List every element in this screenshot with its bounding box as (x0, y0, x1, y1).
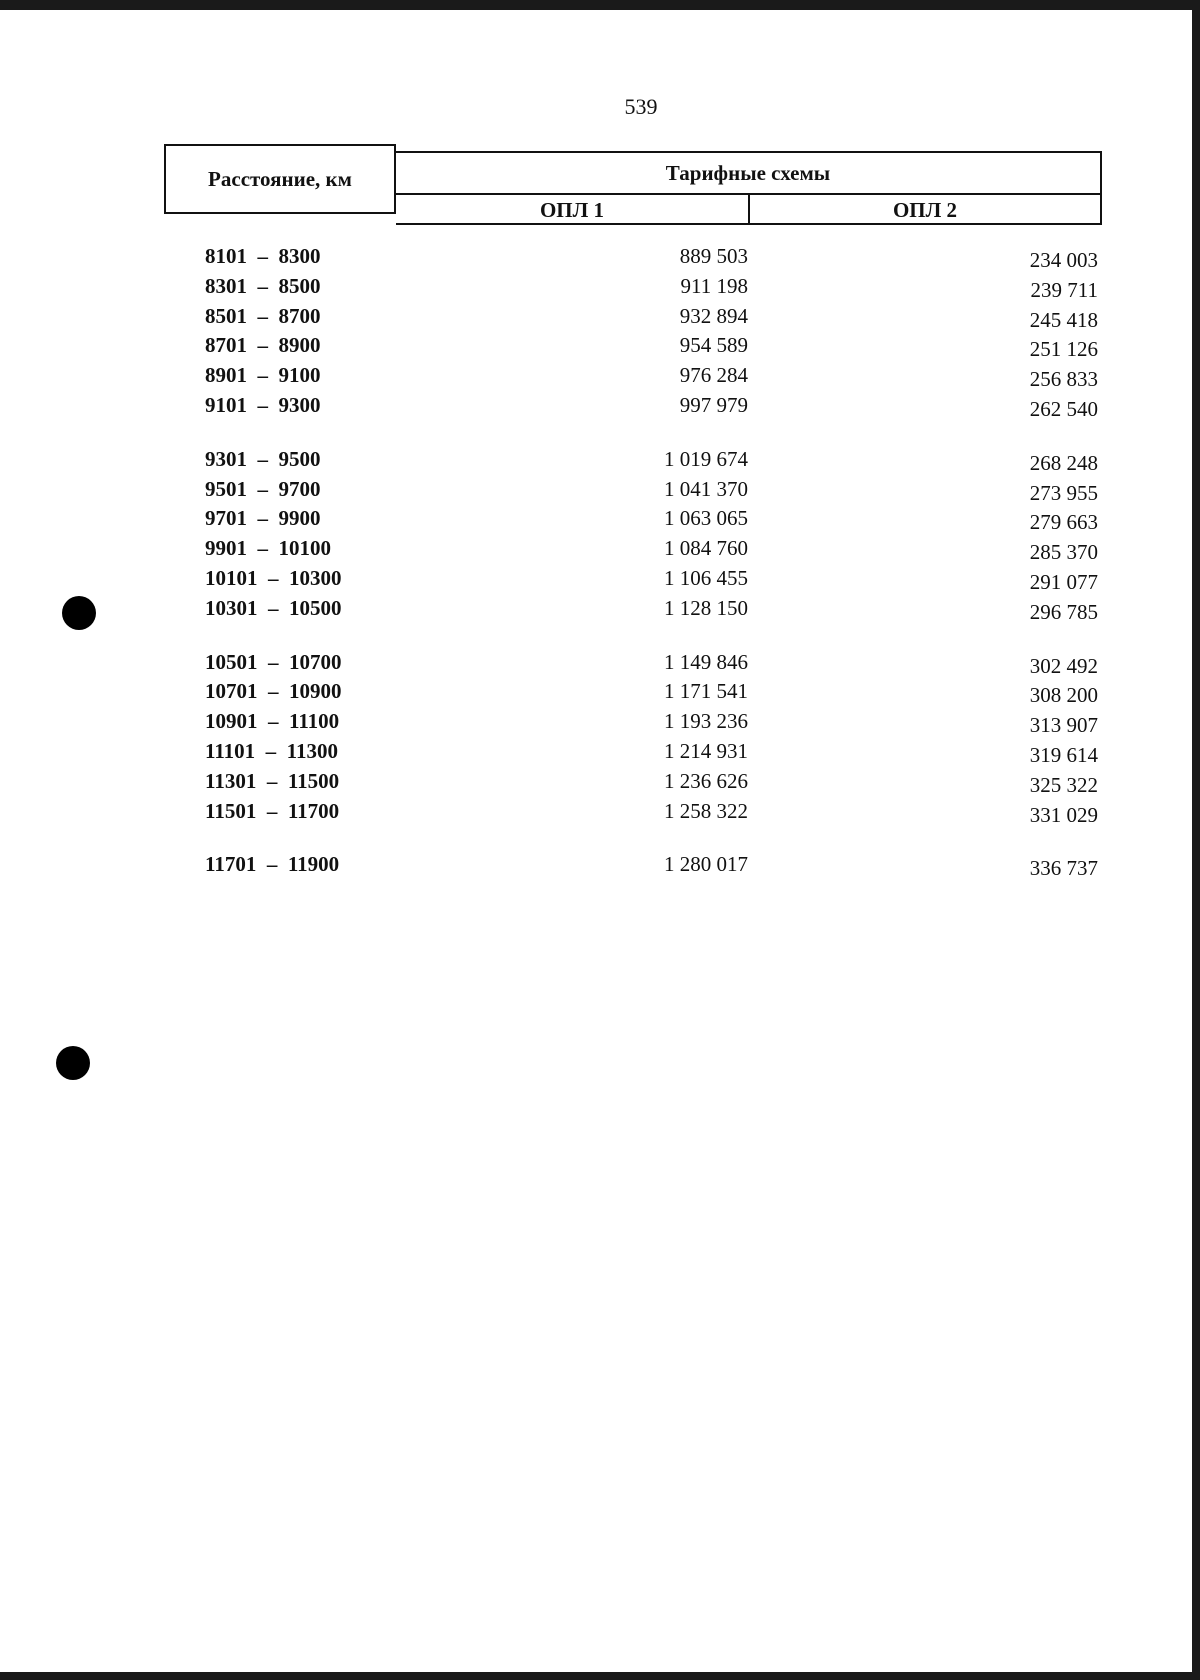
distance-cell: 10101 – 10300 (205, 565, 342, 590)
opl1-cell: 1 171 541 (664, 679, 748, 704)
opl2-cell: 256 833 (1029, 367, 1098, 392)
opl1-cell: 1 128 150 (664, 595, 748, 620)
table-row (0, 739, 1192, 769)
opl2-cell: 313 907 (1029, 713, 1098, 738)
distance-cell: 9301 – 9500 (205, 446, 321, 471)
distance-cell: 8301 – 8500 (205, 273, 321, 298)
opl1-cell: 976 284 (679, 363, 748, 388)
tariff-table-body (0, 244, 1192, 906)
opl1-cell: 1 063 065 (664, 506, 748, 531)
opl2-cell: 245 418 (1029, 307, 1098, 332)
table-row (0, 274, 1192, 304)
opl1-cell: 1 214 931 (664, 738, 748, 763)
opl1-cell: 954 589 (679, 333, 748, 358)
opl2-cell: 308 200 (1029, 683, 1098, 708)
opl2-cell: 268 248 (1029, 450, 1098, 475)
header-tariff-schemes: Тарифные схемы (396, 153, 1100, 195)
table-row (0, 650, 1192, 680)
opl1-cell: 1 041 370 (664, 476, 748, 501)
distance-cell: 8501 – 8700 (205, 303, 321, 328)
table-row (0, 566, 1192, 596)
table-row (0, 709, 1192, 739)
header-opl1: ОПЛ 1 (396, 195, 750, 225)
opl2-cell: 285 370 (1029, 540, 1098, 565)
distance-cell: 10901 – 11100 (205, 709, 340, 734)
opl1-cell: 1 280 017 (664, 852, 748, 877)
opl1-cell: 1 149 846 (664, 649, 748, 674)
distance-cell: 11501 – 11700 (205, 798, 340, 823)
table-row (0, 393, 1192, 423)
punch-hole (56, 1046, 90, 1080)
distance-cell: 9701 – 9900 (205, 506, 321, 531)
opl2-cell: 296 785 (1029, 599, 1098, 624)
opl2-cell: 251 126 (1029, 337, 1098, 362)
table-row (0, 596, 1192, 626)
distance-cell: 9101 – 9300 (205, 392, 321, 417)
punch-hole (62, 596, 96, 630)
opl1-cell: 1 106 455 (664, 565, 748, 590)
opl2-cell: 239 711 (1030, 277, 1098, 302)
distance-cell: 10501 – 10700 (205, 649, 342, 674)
header-distance: Расстояние, км (164, 144, 396, 214)
opl2-cell: 273 955 (1029, 480, 1098, 505)
distance-cell: 11101 – 11300 (205, 738, 339, 763)
opl2-cell: 319 614 (1029, 742, 1098, 767)
distance-cell: 8101 – 8300 (205, 244, 321, 268)
opl1-cell: 932 894 (679, 303, 748, 328)
distance-cell: 11701 – 11900 (205, 852, 340, 877)
table-row (0, 536, 1192, 566)
opl2-cell: 234 003 (1029, 248, 1098, 272)
opl2-cell: 279 663 (1029, 510, 1098, 535)
opl1-cell: 889 503 (679, 244, 748, 268)
distance-cell: 10301 – 10500 (205, 595, 342, 620)
table-row (0, 244, 1192, 274)
opl2-cell: 302 492 (1029, 653, 1098, 678)
row-group (0, 650, 1192, 829)
table-row (0, 679, 1192, 709)
row-group (0, 244, 1192, 423)
header-opl2: ОПЛ 2 (892, 197, 958, 222)
table-row (0, 506, 1192, 536)
distance-cell: 8901 – 9100 (205, 363, 321, 388)
table-row (0, 447, 1192, 477)
opl2-cell: 331 029 (1029, 802, 1098, 827)
distance-cell: 8701 – 8900 (205, 333, 321, 358)
distance-cell: 11301 – 11500 (205, 768, 340, 793)
opl1-cell: 997 979 (679, 392, 748, 417)
table-row (0, 363, 1192, 393)
header-tariff-block (396, 151, 1102, 225)
document-page (0, 10, 1192, 1672)
opl2-cell: 325 322 (1029, 772, 1098, 797)
opl1-cell: 911 198 (680, 273, 748, 298)
opl1-cell: 1 258 322 (664, 798, 748, 823)
opl1-cell: 1 019 674 (664, 446, 748, 471)
opl1-cell: 1 193 236 (664, 709, 748, 734)
table-row (0, 304, 1192, 334)
distance-cell: 9501 – 9700 (205, 476, 321, 501)
opl2-cell: 262 540 (1029, 396, 1098, 421)
opl2-cell: 336 737 (1029, 856, 1098, 881)
table-row (0, 852, 1192, 882)
row-group (0, 852, 1192, 882)
distance-cell: 10701 – 10900 (205, 679, 342, 704)
distance-cell: 9901 – 10100 (205, 536, 331, 561)
opl2-cell: 291 077 (1029, 569, 1098, 594)
row-group (0, 447, 1192, 626)
opl1-cell: 1 236 626 (664, 768, 748, 793)
table-row (0, 769, 1192, 799)
table-row (0, 477, 1192, 507)
table-row (0, 799, 1192, 829)
page-number: 539 (624, 94, 658, 119)
opl1-cell: 1 084 760 (664, 536, 748, 561)
table-row (0, 333, 1192, 363)
